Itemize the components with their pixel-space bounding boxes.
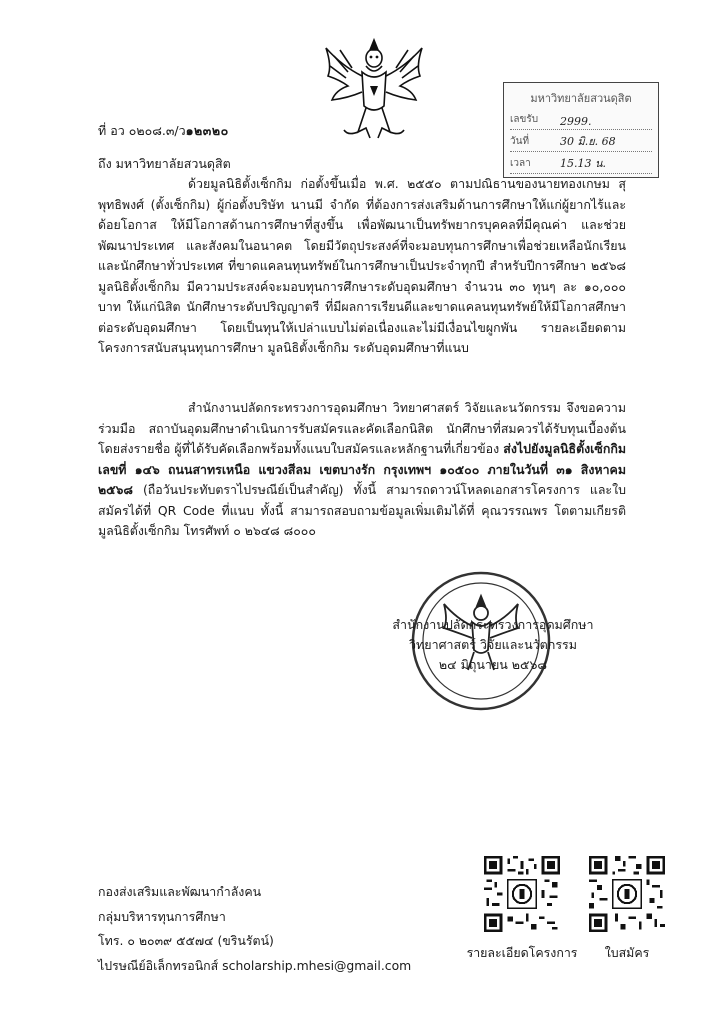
stamp-label: วันที่ xyxy=(510,136,530,147)
signature-date: ๒๔ มิถุนายน ๒๕๖๘ xyxy=(438,657,548,672)
stamp-row-receipt-number xyxy=(510,109,652,130)
qr-caption-application-form: ใบสมัคร xyxy=(604,945,650,960)
signature-ministry-line: วิทยาศาสตร์ วิจัยและนวัตกรรม xyxy=(408,637,577,652)
paragraph-2-bold-address: ส่งไปยังมูลนิธิตั้งเซ็กกิม เลขที่ ๑๔๖ ถนนสาทรเหนือ แขวงสีลม เขตบางรัก กรุงเทพฯ ๑๐๕๐๐ ภายในวันที่ ๓๑ สิงหาคม ๒๕๖๘ xyxy=(98,441,626,497)
stamp-row-date xyxy=(510,131,652,152)
paragraph-2-text-b: (ถือวันประทับตราไปรษณีย์เป็นสำคัญ) ทั้งนี้ สามารถดาวน์โหลดเอกสารโครงการ และใบสมัครได้ที่ QR Code ที่แนบ ทั้งนี้ สามารถสอบถามข้อมูลเพิ่มเติมได้ที่ คุณวรรณพร โตตามเกียรติ มูลนิธิตั้งเซ็กกิม โทรศัพท์ ๐ ๒๖๔๘ ๘๐๐๐ xyxy=(98,482,626,538)
footer-email: ไปรษณีย์อิเล็กทรอนิกส์ scholarship.mhesi@gmail.com xyxy=(98,957,412,973)
reference-prefix: ที่ อว ๐๒๐๘.๓/ว xyxy=(98,123,186,138)
stamp-label: เวลา xyxy=(510,158,531,169)
reference-number xyxy=(98,121,229,141)
qr-caption-project-details: รายละเอียดโครงการ xyxy=(466,945,578,960)
qr-code-project-details-icon[interactable] xyxy=(484,856,560,932)
stamp-value: 2999. xyxy=(560,115,592,128)
garuda-emblem-icon xyxy=(318,36,430,146)
footer-division: กองส่งเสริมและพัฒนากำลังคน xyxy=(98,884,262,899)
footer-contact xyxy=(98,880,411,978)
footer-phone: โทร. ๐ ๒๐๓๙ ๕๕๗๔ (ขรินรัตน์) xyxy=(98,933,274,948)
stamp-row-time xyxy=(510,153,652,174)
stamp-title: มหาวิทยาลัยสวนดุสิต xyxy=(530,92,632,105)
stamp-value: 30 มิ.ย. 68 xyxy=(560,135,616,148)
signature-office-line: สำนักงานปลัดกระทรวงการอุดมศึกษา xyxy=(392,617,594,632)
paragraph-2-text-a: สำนักงานปลัดกระทรวงการอุดมศึกษา วิทยาศาสตร์ วิจัยและนวัตกรรม จึงขอความร่วมมือ สถาบันอุดมศึกษาดำเนินการรับสมัครและคัดเลือกนิสิต นักศึกษาที่สมควรได้รับทุนเบื้องต้น โดยส่งรายชื่อ ผู้ที่ได้รับคัดเลือกพร้อมทั้งแนบใบสมัครและหลักฐานที่เกี่ยวข้อง xyxy=(98,400,626,456)
footer-group: กลุ่มบริหารทุนการศึกษา xyxy=(98,908,226,924)
recipient-line: ถึง มหาวิทยาลัยสวนดุสิต xyxy=(98,156,231,171)
qr-code-application-form-icon[interactable] xyxy=(589,856,665,932)
receipt-stamp xyxy=(503,82,659,178)
stamp-label: เลขรับ xyxy=(510,114,539,125)
body-paragraph-1 xyxy=(98,174,626,424)
stamp-value: 15.13 น. xyxy=(560,157,607,170)
paragraph-1-text: ด้วยมูลนิธิตั้งเซ็กกิม ก่อตั้งขึ้นเมื่อ พ.ศ. ๒๕๕๐ ตามปณิธานของนายทองเกษม สุพุทธิพงศ์ (ตั้งเซ็กกิม) ผู้ก่อตั้งบริษัท นานมี จำกัด ที่ต้องการส่งเสริมด้านการศึกษาให้แก่ผู้ยากไร้และด้อยโอกาส ให้มีโอกาสด้านการศึกษาที่สูงขึ้น เพื่อพัฒนาเป็นทรัพยากรบุคคลที่มีคุณค่า และช่วยพัฒนาประเทศ และสังคมในอนาคต โดยมีวัตถุประสงค์ที่จะมอบทุนการศึกษาเพื่อช่วยเหลือนักเรียนและนักศึกษาทั่วประเทศ ที่ขาดแคลนทุนทรัพย์ในการศึกษาเป็นประจำทุกปี สำหรับปีการศึกษา ๒๕๖๘ มูลนิธิตั้งเซ็กกิม มีความประสงค์จะมอบทุนการศึกษาระดับอุดมศึกษา จำนวน ๓๐ ทุนๆ ละ ๑๐,๐๐๐ บาท ให้แก่นิสิต นักศึกษาระดับปริญญาตรี ที่มีผลการเรียนดีและขาดแคลนทุนทรัพย์ให้มีโอกาสศึกษาต่อระดับอุดมศึกษา โดยเป็นทุนให้เปล่าแบบไม่ต่อเนื่องและไม่มีเงื่อนไขผูกพัน รายละเอียดตามโครงการสนับสนุนทุนการศึกษา มูลนิธิตั้งเซ็กกิม ระดับอุดมศึกษาที่แนบ xyxy=(98,176,626,355)
body-paragraph-2 xyxy=(98,398,626,548)
reference-number-value: ๑๒๓๒๐ xyxy=(185,123,229,138)
